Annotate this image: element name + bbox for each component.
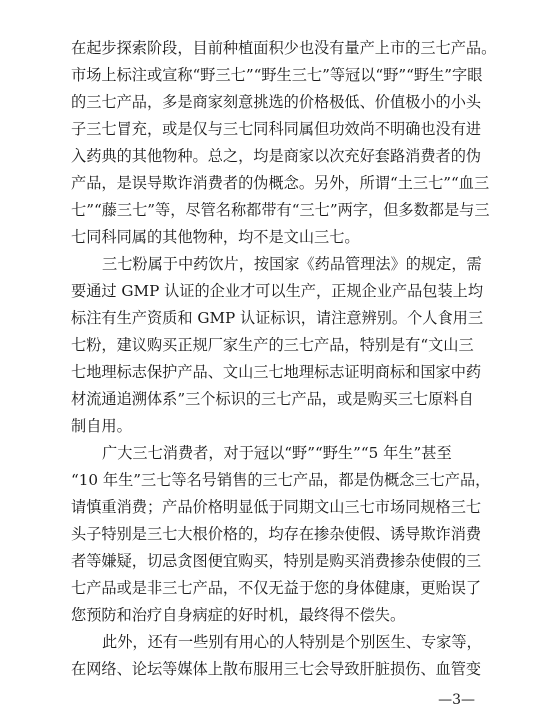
paragraph-2-line-1: 三七粉属于中药饮片，按国家《药品管理法》的规定，需 [102,255,482,273]
paragraph-1-line-4: 子三七冒充，或是仅与三七同科同属但功效尚不明确也没有进 [71,120,482,138]
paragraph-1-line-2: 市场上标注或宣称“野三七”“野生三七”等冠以“野”“野生”字眼 [71,66,483,84]
paragraph-1-line-1: 在起步探索阶段，目前种植面积少也没有量产上市的三七产品。 [71,39,497,57]
paragraph-1-line-8: 七同科同属的其他物种，均不是文山三七。 [71,228,360,246]
paragraph-3-line-2: “10 年生”三七等名号销售的三七产品，都是伪概念三七产品， [71,471,491,489]
paragraph-3-line-4: 头子特别是三七大根价格的，均存在掺杂使假、诱导欺诈消费 [71,525,482,543]
paragraph-1-line-7: 七”“藤三七”等，尽管名称都带有“三七”两字，但多数都是与三 [71,201,490,219]
paragraph-3-line-1: 广大三七消费者，对于冠以“野”“野生”“5 年生”甚至 [102,444,452,462]
paragraph-1-line-5: 入药典的其他物种。总之，均是商家以次充好套路消费者的伪 [71,147,482,165]
page-number: —3— [438,692,475,708]
paragraph-3-line-3: 请慎重消费；产品价格明显低于同期文山三七市场同规格三七 [71,498,482,516]
paragraph-2-line-3: 标注有生产资质和 GMP 认证标识，请注意辨别。个人食用三 [71,309,484,327]
paragraph-2-line-7: 制自用。 [71,417,132,435]
paragraph-2-line-4: 七粉，建议购买正规厂家生产的三七产品，特别是有“文山三 [71,336,474,354]
paragraph-4-line-2: 在网络、论坛等媒体上散布服用三七会导致肝脏损伤、血管变 [71,660,482,678]
paragraph-2-line-2: 要通过 GMP 认证的企业才可以生产，正规企业产品包装上均 [71,282,484,300]
paragraph-3-line-6: 七产品或是非三七产品，不仅无益于您的身体健康，更贻误了 [71,579,482,597]
paragraph-2-line-5: 七地理标志保护产品、文山三七地理标志证明商标和国家中药 [71,363,482,381]
paragraph-4-line-1: 此外，还有一些别有用心的人特别是个别医生、专家等， [102,633,482,651]
paragraph-2-line-6: 材流通追溯体系”三个标识的三七产品，或是购买三七原料自 [71,390,474,408]
paragraph-1-line-6: 产品，是误导欺诈消费者的伪概念。另外，所谓“土三七”“血三 [71,174,490,192]
paragraph-3-line-5: 者等嫌疑，切忌贪图便宜购买，特别是购买消费掺杂使假的三 [71,552,482,570]
paragraph-1-line-3: 的三七产品，多是商家刻意挑选的价格极低、价值极小的小头 [71,93,482,111]
paragraph-3-line-7: 您预防和治疗自身病症的好时机，最终得不偿失。 [71,606,406,624]
